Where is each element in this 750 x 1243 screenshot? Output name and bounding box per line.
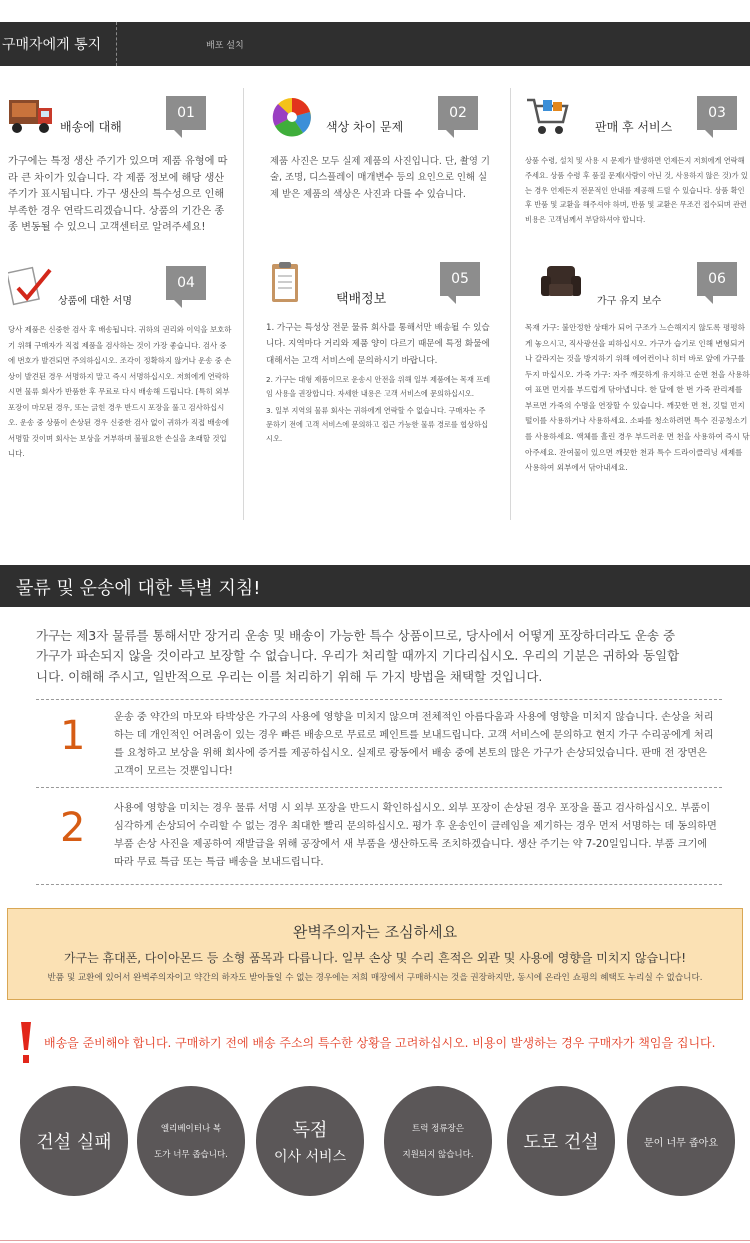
top-bar-subtitle: 배포 설치 — [206, 41, 244, 51]
step-text: 운송 중 약간의 마모와 타박상은 가구의 사용에 영향을 미치지 않으며 전체적인 아름다움과 사용에 영향을 미치지 않습니다. 손상을 처리하는 데 개인적인 어려움이 있는 경우 빠른 배송으로 무료로 페인트를 보내드립니다. 고객 서비스에 문의하고 현지 가구 수리공에게 처리를 요청하고 보상을 위해 회사에 증거를 제공하십시오. 실제로 광동에서 배송 중에 본토의 많은 가구가 손상되었습니다. 판매 전 장면은 고객이 모르는 것뿐입니다! — [114, 712, 714, 777]
shipping-warning: 배송을 준비해야 합니다. 구매하기 전에 배송 주소의 특수한 상황을 고려하십시오. 비용이 발생하는 경우 구매자가 책임을 집니다. — [44, 1036, 716, 1050]
checkmark-document-icon — [8, 266, 54, 308]
situation-label: 엘리베이터나 복 — [160, 1124, 222, 1134]
truck-icon — [8, 96, 54, 138]
cell-after-sales — [525, 96, 750, 261]
notice-line: 반품 및 교환에 있어서 완벽주의자이고 약간의 하자도 받아들일 수 없는 경우에는 저희 매장에서 구매하시는 것을 권장하지만, 동시에 온라인 쇼핑의 혜택도 누리실 수 없습니다. — [47, 973, 703, 983]
perfectionist-notice — [7, 908, 743, 1000]
cell-number-badge: 05 — [440, 262, 480, 296]
step-text: 사용에 영향을 미치는 경우 물류 서명 시 외부 포장을 반드시 확인하십시오. 외부 포장이 손상된 경우 포장을 풀고 검사하십시오. 부품이 심각하게 손상되어 수리할 수 없는 경우 최대한 빨리 문의하십시오. 평가 후 운송인이 클레임을 제기하는 경우 먼저 서명하는 데 동의하면 부품 손상 사진을 제공하여 재발급을 위해 공장에서 새 부품을 생산하도록 조치하겠습니다. 생산 주기는 약 7-20일입니다. 부품 크기에 따라 무료 특급 또는 특급 배송을 보내드립니다. — [114, 803, 717, 868]
exclamation-icon — [20, 1022, 32, 1064]
situation-badge — [507, 1086, 615, 1196]
info-grid — [0, 80, 750, 520]
cell-body: 목재 가구: 불안정한 상태가 되어 구조가 느슨해지지 않도록 평평하게 놓으시고, 직사광선을 피하십시오. 가구가 습기로 인해 변형되거나 갈라지는 것을 방지하기 위해 에어컨이나 히터 바로 앞에 가구를 두지 마십시오. 가죽 가구: 자주 깨끗하게 유지하고 순면 천을 사용하여 표면 먼지를 부드럽게 닦아냅니다. 한 달에 한 번 가죽 관리제를 부르면 가죽의 수명을 연장할 수 있습니다. 깨끗한 면 천, 깃털 먼지떨이를 사용하거나 사용하세요. 소파를 청소하려면 특수 진공청소기를 사용하세요. 액체를 흘린 경우 부드러운 면 천을 사용하여 즉시 닦아주세요. 잔여물이 있으면 깨끗한 천과 특수 드라이클리닝 세제를 사용하여 외부에서 닦아내세요. — [525, 323, 750, 473]
dashed-divider — [36, 884, 722, 885]
section-banner — [0, 565, 750, 607]
cell-furniture-care — [525, 262, 750, 502]
cell-body: 당사 제품은 신중한 검사 후 배송됩니다. 귀하의 권리와 이익을 보호하기 위해 구매자가 직접 제품을 검사하는 것이 가장 좋습니다. 검사 중에 번호가 발견되면 주의하십시오. 조각이 정확하지 않거나 운송 중 손상이 발견된 경우 서명하지 말고 즉시 서명하십시오. 저희에게 연락하시면 물류 회사가 반품한 후 무료로 다시 배송해 드립니다. [특히 외부 포장이 마모된 경우, 또는 긁힌 경우 반드시 포장을 풀고 검사하십시오. 운송 중 상품이 손상된 경우 신중한 검사 없이 귀하가 직접 배송에 서명할 것이며 회사는 보상을 거부하며 불필요한 손실을 초래할 것입니다. — [8, 325, 232, 459]
notice-heading: 완벽주의자는 조심하세요 — [292, 923, 458, 941]
cell-body: 상품 수령, 설치 및 사용 시 문제가 발생하면 언제든지 저희에게 연락해 주세요. 상품 수령 후 품질 문제(사람이 아닌 것, 사용하지 않은 것)가 있는 경우 언제든지 전문적인 안내를 제공해 드릴 수 있습니다. 상품 확인 후 반품 및 교환을 해주셔야 하며, 반품 및 교환은 무조건 접수되며 관련 비용은 고객님께서 부담하셔야 합니다. — [525, 156, 748, 225]
situation-label: 이사 서비스 — [273, 1149, 347, 1165]
cell-body-paragraph: 3. 일부 지역의 물류 회사는 귀하에게 연락할 수 없습니다. 구매자는 주문하기 전에 고객 서비스에 문의하고 접근 가능한 물류 경로를 협상하십시오. — [266, 406, 488, 443]
cell-number-badge: 03 — [697, 96, 737, 130]
situation-badge — [384, 1086, 492, 1196]
cell-color-difference — [270, 96, 502, 261]
dashed-divider — [36, 787, 722, 788]
cell-body: 가구에는 특정 생산 주기가 있으며 제품 유형에 따라 큰 차이가 있습니다. 각 제품 정보에 해당 생산 주기가 표시됩니다. 가구 생산의 특수성으로 인해 부족한 경우 연락드리겠습니다. 상품의 기간은 종종 변동될 수 있으니 고객센터로 알려주세요! — [8, 156, 228, 234]
cell-heading: 판매 후 서비스 — [595, 120, 673, 134]
bottom-rule — [0, 1240, 750, 1241]
section-title: 물류 및 운송에 대한 특별 지침! — [16, 578, 261, 599]
top-bar — [0, 22, 750, 66]
cell-body: 제품 사진은 모두 실제 제품의 사진입니다. 단, 촬영 기술, 조명, 디스플레이 매개변수 등의 요인으로 인해 실제 받은 제품의 색상은 사진과 다를 수 있습니다. — [270, 156, 490, 200]
situation-badge — [137, 1086, 245, 1196]
step-number: 2 — [60, 805, 86, 851]
notice-line: 가구는 휴대폰, 다이아몬드 등 소형 품목과 다릅니다. 일부 손상 및 수리 흔적은 외관 및 사용에 영향을 미치지 않습니다! — [63, 951, 687, 965]
cell-delivery — [8, 96, 240, 261]
situation-label: 독점 — [292, 1120, 328, 1141]
situation-label: 문이 너무 좁아요 — [644, 1137, 718, 1149]
cell-signature — [8, 266, 240, 506]
cell-heading: 가구 유지 보수 — [597, 296, 662, 307]
armchair-icon — [539, 262, 585, 304]
cell-heading: 택배정보 — [336, 292, 387, 307]
cell-body-paragraph: 2. 가구는 대형 제품이므로 운송시 안전을 위해 일부 제품에는 목재 프레임 사용을 권장합니다. 자세한 내용은 고객 서비스에 문의하십시오. — [266, 374, 491, 398]
cell-number-badge: 02 — [438, 96, 478, 130]
clipboard-icon — [266, 262, 312, 304]
intro-paragraph: 가구는 제3자 물류를 통해서만 장거리 운송 및 배송이 가능한 특수 상품이므로, 당사에서 어떻게 포장하더라도 운송 중 가구가 파손되지 않을 것이라고 보장할 수 없습니다. 우리가 처리할 때까지 기다리십시오. 우리의 기분은 귀하와 동일합니다. 이해해 주시고, 일반적으로 우리는 이를 처리하기 위해 두 가지 방법을 채택할 것입니다. — [36, 628, 680, 684]
situation-label: 건설 실패 — [36, 1132, 112, 1153]
situation-label: 지원되지 않습니다. — [402, 1150, 474, 1160]
dashed-divider — [36, 699, 722, 700]
cell-number-badge: 06 — [697, 262, 737, 296]
cell-number-badge: 04 — [166, 266, 206, 300]
shopping-cart-icon — [525, 96, 571, 138]
situation-label: 트럭 정류장은 — [412, 1124, 464, 1134]
situation-label: 도로 건설 — [523, 1132, 599, 1153]
step-number: 1 — [60, 713, 86, 759]
situation-badge — [20, 1086, 128, 1196]
grid-divider — [243, 88, 244, 520]
top-bar-divider — [116, 22, 117, 66]
cell-heading: 상품에 대한 서명 — [58, 296, 132, 307]
grid-divider — [510, 88, 511, 520]
cell-body — [266, 320, 491, 445]
situation-label: 도가 너무 좁습니다. — [154, 1150, 228, 1160]
cell-number-badge: 01 — [166, 96, 206, 130]
cell-delivery-info — [266, 262, 498, 502]
cell-body-paragraph: 1. 가구는 특성상 전문 물류 회사를 통해서만 배송될 수 있습니다. 지역마다 거리와 제품 양이 다르기 때문에 특정 화물에 대해서는 고객 서비스에 문의하시기 바랍니다. — [266, 323, 490, 366]
cell-heading: 색상 차이 문제 — [326, 120, 404, 134]
top-bar-title: 구매자에게 통지 — [2, 37, 102, 53]
color-wheel-icon — [270, 96, 316, 138]
situation-badge — [256, 1086, 364, 1196]
cell-heading: 배송에 대해 — [60, 120, 122, 134]
situation-badge — [627, 1086, 735, 1196]
